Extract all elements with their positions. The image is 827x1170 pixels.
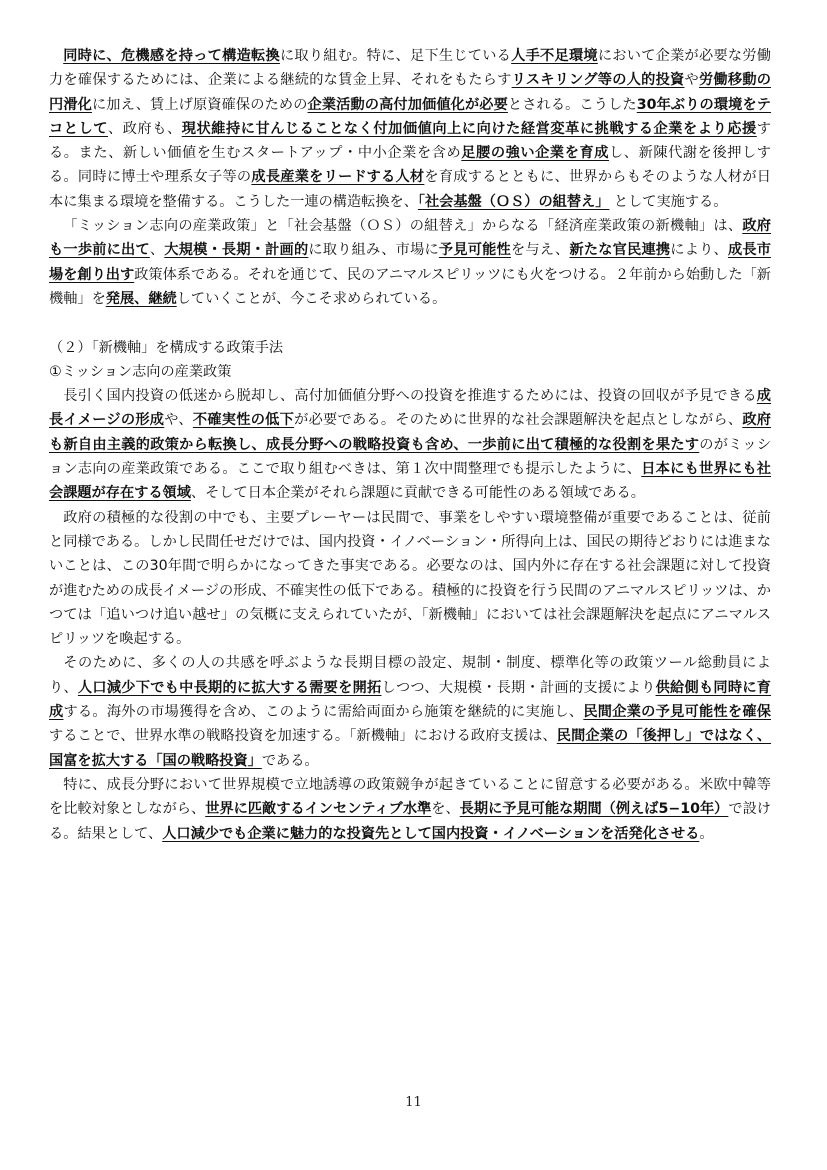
text-run: していくことが、今こそ求められている。 — [176, 290, 447, 307]
emphasized-text: 成長イメージの形成 — [49, 388, 771, 429]
text-run: 政策体系である。それを通じて、民のアニマルスピリッツにも火をつける。２年前から始動した「新機軸」を — [49, 266, 771, 307]
text-run: 長引く国内投資の低迷から脱却し、高付加価値分野への投資を推進するためには、投資の回収が予見できる — [63, 388, 757, 405]
emphasized-text: 人口減少下でも中長期的に拡大する需要を開拓 — [77, 679, 382, 696]
text-run: に加え、賃上げ原資確保のための — [91, 96, 308, 113]
text-run: 特に、成長分野において世界規模で立地誘導の政策競争が起きていることに留意する必要がある。米欧中韓等を比較対象としながら、 — [49, 776, 771, 818]
text-run: することで、世界水準の戦略投資を加速する。「新機軸」における政府支援は、 — [49, 728, 557, 745]
text-run: （２）「新機軸」を構成する政策手法 — [49, 339, 284, 356]
emphasized-text: 政府も一歩前に出て — [49, 218, 771, 259]
emphasized-text: 日本にも世界にも社会課題が存在する領域 — [49, 461, 771, 502]
emphasized-text: 企業活動の高付加価値化が必要 — [307, 96, 508, 113]
text-run: で設ける。結果として、 — [49, 801, 771, 842]
text-run: である。 — [261, 752, 319, 769]
text-run: として実施する。 — [609, 193, 728, 210]
body-paragraph — [49, 506, 771, 652]
emphasized-text: 大規模・長期・計画的 — [164, 242, 309, 259]
body-paragraph — [49, 44, 771, 214]
emphasized-text: 人口減少でも企業に魅力的な投資先として国内投資・イノベーションを活発化させる — [162, 825, 700, 842]
emphasized-text: 供給側も同時に育成 — [49, 679, 771, 721]
emphasized-text: 足腰の強い企業を育成 — [461, 145, 610, 162]
text-run: そのために、多くの人の共感を呼ぶような長期目標の設定、規制・制度、標準化等の政策ツール総動員により、 — [49, 655, 771, 696]
document-body — [49, 44, 771, 846]
text-run: しつつ、大規模・長期・計画的支援により — [381, 679, 656, 696]
text-run: や、 — [164, 412, 193, 429]
emphasized-text: 長期に予見可能な期間（例えば5−10年） — [459, 801, 729, 818]
text-run: 。 — [699, 825, 714, 842]
text-run: する。また、新しい価値を生むスタートアップ・中小企業を含め — [49, 120, 771, 162]
emphasized-text: 成長産業をリードする人材 — [251, 169, 425, 186]
emphasized-text: 民間企業の予見可能性を確保 — [583, 704, 771, 721]
text-run: に取り組み、市場に — [308, 242, 439, 259]
emphasized-text: 同時に、危機感を持って構造転換 — [63, 48, 280, 64]
emphasized-text: 成長市場を創り出す — [49, 242, 771, 283]
section-heading — [49, 336, 771, 360]
text-run: ①ミッション志向の産業政策 — [49, 363, 232, 380]
emphasized-text: 現状維持に甘んじることなく付加価値向上に向けた経営変革に挑戦する企業をより応援 — [181, 120, 757, 137]
text-run: により、 — [670, 242, 728, 259]
text-run: を育成するとともに、世界からもそのような人材が日本に集まる環境を整備する。こうした一連の構造転換を、 — [49, 169, 771, 210]
text-run: において企業が必要な労働力を確保するためには、企業による継続的な賃金上昇、それをもたらす — [49, 48, 771, 89]
emphasized-text: 不確実性の低下 — [192, 412, 295, 429]
emphasized-text: 発展、継続 — [105, 290, 177, 307]
emphasized-text: リスキリング等の人的投資 — [511, 72, 685, 89]
emphasized-text: 政府も新自由主義的政策から転換し、成長分野への戦略投資も含め、一歩前に出て積極的な役割を果たす — [49, 412, 771, 453]
text-run: し、新陳代謝を後押しする。同時に博士や理系女子等の — [49, 145, 771, 186]
text-run: 、 — [149, 242, 165, 259]
emphasized-text: 世界に匹敵するインセンティブ水準 — [205, 801, 432, 818]
emphasized-text: 労働移動の円滑化 — [49, 72, 771, 113]
text-run: を、 — [431, 801, 460, 818]
text-run: に取り組む。特に、足下生じている — [279, 48, 512, 64]
body-paragraph — [49, 773, 771, 846]
text-run: を与え、 — [510, 242, 570, 259]
text-run: 、そして日本企業がそれら課題に貢献できる可能性のある領域である。 — [190, 485, 645, 502]
text-run: 「ミッション志向の産業政策」と「社会基盤（ＯＳ）の組替え」からなる「経済産業政策の新機軸」は、 — [63, 218, 743, 235]
emphasized-text: 民間企業の「後押し」ではなく、国富を拡大する「国の戦略投資」 — [49, 728, 772, 769]
body-paragraph — [49, 214, 771, 311]
emphasized-text: 予見可能性 — [438, 242, 511, 259]
text-run: のがミッション志向の産業政策である。ここで取り組むべきは、第１次中間整理でも提示したように、 — [49, 436, 772, 478]
text-run: が必要である。そのために世界的な社会課題解決を起点としながら、 — [294, 412, 743, 429]
emphasized-text: 新たな官民連携 — [569, 242, 671, 259]
body-paragraph — [49, 651, 771, 772]
text-run: 政府の積極的な役割の中でも、主要プレーヤーは民間で、事業をしやすい環境整備が重要であることは、従前と同様である。しかし民間任せだけでは、国内投資・イノベーション・所得向上は、国民の期待どおりには進まないことは、この30年間で明らかになってきた事実である。必要なのは、国内外に存在する社会課題に対して投資が進むための成長イメージの形成、不確実性の低下である。積極的に投資を行う民間のアニマルスピリッツは、かつては「追いつけ追い越せ」の気概に支えられていたが、「新機軸」においては社会課題解決を起点にアニマルスピリッツを喚起する。 — [49, 509, 771, 648]
section-heading — [49, 360, 771, 384]
text-run: や — [684, 72, 699, 89]
page-number: 11 — [405, 1095, 422, 1110]
text-run: 、政府も、 — [107, 120, 182, 137]
emphasized-text: 30年ぶりの環境をテコとして — [49, 96, 771, 137]
paragraph-spacer — [49, 311, 771, 335]
body-paragraph — [49, 384, 771, 505]
text-run: とされる。こうした — [507, 96, 637, 113]
emphasized-text: 「社会基盤（ＯＳ）の組替え」 — [417, 193, 610, 210]
text-run: する。海外の市場獲得を含め、このように需給両面から施策を継続的に実施し、 — [63, 704, 584, 721]
emphasized-text: 人手不足環境 — [511, 48, 598, 64]
